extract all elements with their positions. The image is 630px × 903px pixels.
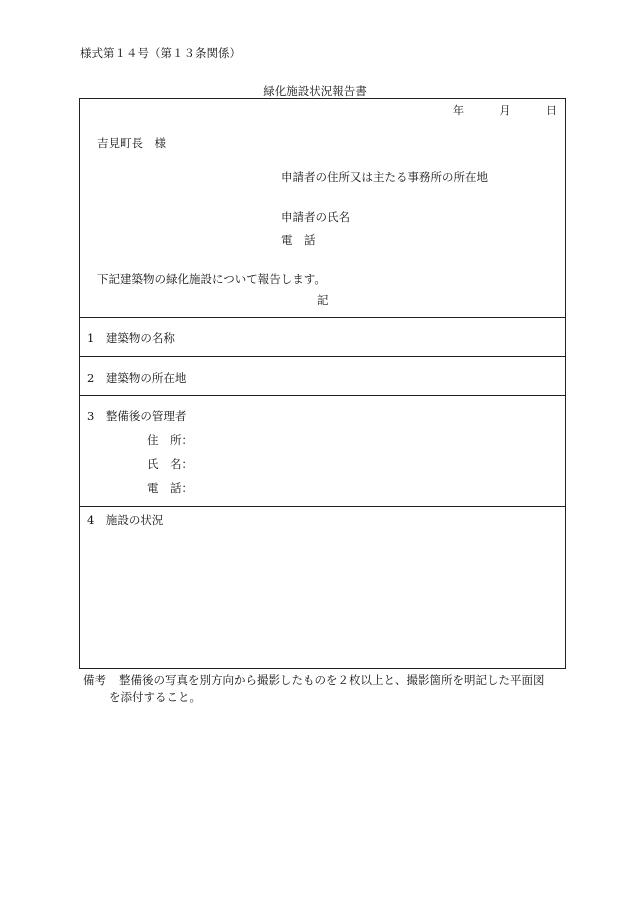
divider — [80, 356, 565, 357]
remarks-line-2: を添付すること。 — [109, 690, 201, 704]
item-building-location: 2 建築物の所在地 — [87, 371, 187, 385]
item-manager-heading: 3 整備後の管理者 — [87, 409, 187, 423]
date-day-label: 日 — [546, 104, 557, 117]
divider — [80, 506, 565, 507]
remarks-line-1 — [83, 672, 563, 689]
document-title: 緑化施設状況報告書 — [263, 84, 367, 98]
divider — [80, 317, 565, 318]
remarks-heading: 備考 — [83, 673, 106, 687]
addressee: 吉見町長 様 — [97, 136, 166, 150]
applicant-phone-label: 電 話 — [281, 233, 316, 247]
manager-name-label: 氏 名： — [147, 457, 193, 471]
item-building-name: 1 建築物の名称 — [87, 331, 175, 345]
manager-address-label: 住 所： — [147, 433, 193, 447]
manager-phone-label: 電 話： — [147, 481, 193, 495]
date-row — [453, 102, 557, 118]
applicant-address-label: 申請者の住所又は主たる事務所の所在地 — [281, 170, 488, 184]
ki-heading: 記 — [317, 293, 329, 307]
applicant-name-label: 申請者の氏名 — [281, 210, 350, 224]
remarks-text-1: 整備後の写真を別方向から撮影したものを２枚以上と、撮影箇所を明記した平面図 — [119, 673, 545, 687]
date-month-label: 月 — [499, 104, 511, 117]
form-number: 様式第１４号（第１３条関係） — [80, 46, 241, 60]
divider — [80, 395, 565, 396]
date-year-label: 年 — [453, 104, 464, 117]
remarks-note — [83, 672, 563, 706]
item-facility-status: 4 施設の状況 — [87, 513, 164, 527]
report-form-frame — [79, 98, 566, 669]
report-statement: 下記建築物の緑化施設について報告します。 — [97, 272, 326, 286]
